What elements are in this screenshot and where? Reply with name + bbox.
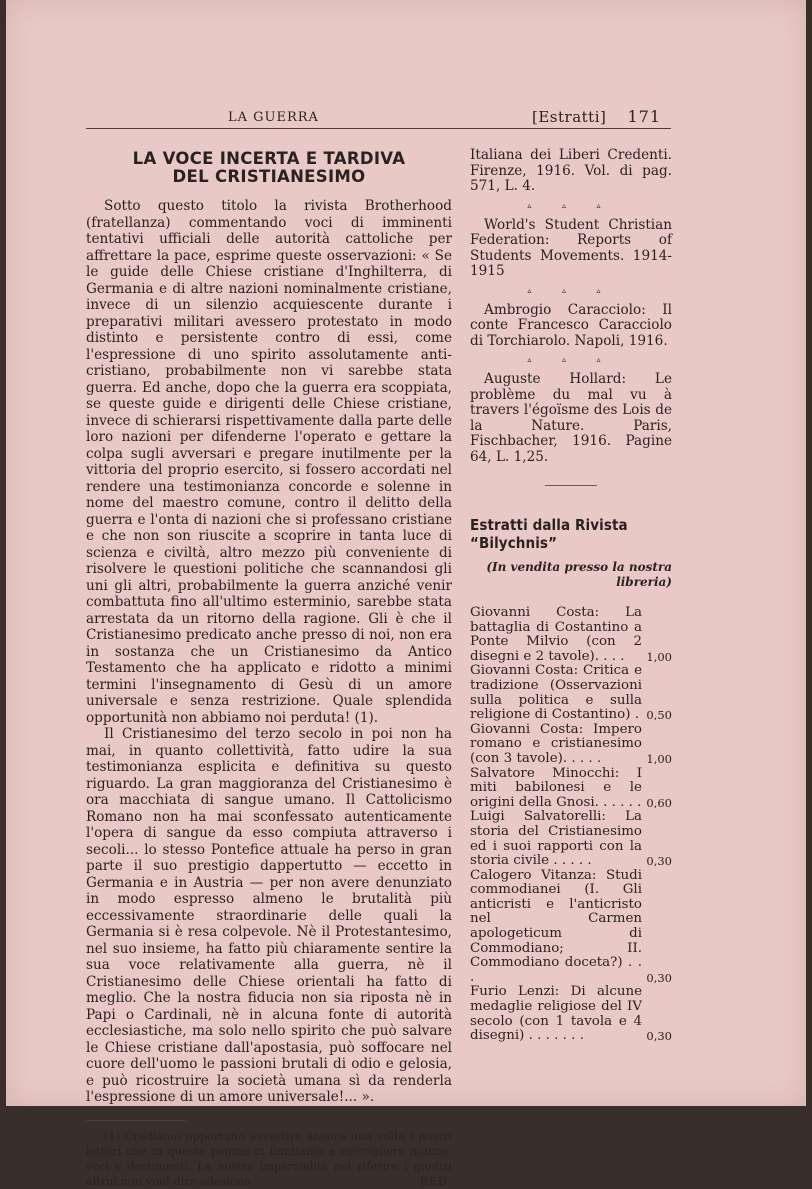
journal-page: [6, 0, 806, 1188]
list-item-text: Giovanni Costa: La battaglia di Costantino a Ponte Milvio (con 2 disegni e 2 tavole). . . .: [470, 605, 642, 664]
availability-note: (In vendita presso la nostra libreria): [486, 560, 672, 589]
article-title-line-2: DEL CRISTIANESIMO: [172, 167, 366, 186]
article-body: [86, 198, 452, 1106]
list-item-price: 0,30: [646, 970, 672, 985]
estratti-heading: Estratti dalla Rivista “Bilychnis”: [470, 516, 628, 552]
running-header: [86, 104, 671, 129]
triangle-separator-3: ▵ ▵ ▵: [527, 355, 615, 364]
list-item-text: Giovanni Costa: Critica e tradizione (Osservazioni sulla politica e sulla religione di Costantino) .: [470, 663, 642, 723]
article-paragraph-2: Il Cristianesimo del terzo secolo in poi non ha mai, in quanto collettività, fatto udire la sua testimonianza esplicita e definitiva su questo riguardo. La gran maggioranza del Cristianesimo è ora macchiata di sangue umano. Il Cattolicismo Romano non ha mai sconfessato autenticamente l'opera di sangue da esso compiuta attraverso i secoli... lo stesso Pontefice attuale ha perso in gran parte il suo prestigio dappertutto — eccetto in Germania e in Austria — per non avere denunziato in modo espresso almeno le brutalità più eccessivamente straordinarie delle quali la Germania si è resa colpevole. Nè il Protestantesimo, nel suo insieme, ha fatto più chiaramente sentire la sua voce relativamente alla guerra, nè il Cristianesimo delle Chiese orientali ha fatto di meglio. Che la nostra fiducia non sia riposta nè in Papi o Cardinali, nè in alcuna fonte di autorità ecclesiastiche, ma solo nello spirito che può salvare le Chiese cristiane dall'apostasia, può soffocare nel cuore dell'uomo le passioni brutali di odio e gelosia, e può ricostruire la società umana sì da renderla l'espressione di un amore universale!... ».: [86, 726, 452, 1105]
running-head-title: LA GUERRA: [228, 110, 319, 125]
running-head-section: [Estratti]: [532, 108, 607, 126]
list-item-price: 0,60: [646, 795, 672, 810]
page-number: 171: [627, 107, 661, 126]
list-item-text: Salvatore Minocchi: I miti babilonesi e le origini della Gnosi. . . . . .: [470, 765, 642, 810]
list-item: [470, 606, 672, 664]
bibliography-entry-3: Ambrogio Caracciolo: Il conte Francesco Caracciolo di Torchiarolo. Napoli, 1916.: [470, 301, 672, 349]
footnote-signature: RED.: [419, 1174, 452, 1188]
list-item-price: 1,00: [646, 751, 672, 766]
triangle-separator-1: ▵ ▵ ▵: [527, 200, 615, 210]
list-item: [470, 985, 672, 1043]
triangle-separator-2: ▵ ▵ ▵: [527, 285, 615, 295]
footnote: [86, 1129, 452, 1189]
list-item-price: 0,50: [646, 708, 672, 723]
list-item-text: Giovanni Costa: Impero romano e cristianesimo (con 3 tavole). . . . .: [470, 721, 642, 766]
footnote-text: (1) Crediamo opportuno avvertire ancora una volta i nostri lettori che in queste pagine ci limitiamo a raccogliere notizie, voci e documenti. La nostra imparzialità nel riferire i giudizi altrui non vuol dire adesione.: [86, 1129, 452, 1188]
list-item-price: 0,30: [646, 854, 672, 869]
section-divider: [545, 485, 597, 486]
list-item-price: 1,00: [646, 649, 672, 664]
left-column: [86, 148, 452, 1189]
article-title-line-1: LA VOCE INCERTA E TARDIVA: [132, 149, 406, 168]
list-item: [470, 723, 672, 767]
bibliography-entry-4: Auguste Hollard: Le problème du mal vu à travers l'égoïsme des Lois de la Nature. Paris, Fischbacher, 1916. Pagine 64, L. 1,25.: [470, 371, 672, 465]
list-item-text: Furio Lenzi: Di alcune medaglie religiose del IV secolo (con 1 tavola e 4 disegni) . . . . . . .: [470, 984, 642, 1044]
list-item: [470, 767, 672, 811]
list-item-text: Luigi Salvatorelli: La storia del Cristianesimo ed i suoi rapporti con la storia civile . . . . .: [470, 809, 642, 869]
list-item-price: 0,30: [646, 1029, 672, 1044]
list-item: [470, 664, 672, 722]
article-title: [86, 150, 452, 186]
list-item: [470, 810, 672, 868]
right-column: [470, 148, 672, 1044]
footnote-rule: [86, 1120, 186, 1121]
bibliography-entry-2: World's Student Christian Federation: Reports of Students Movements. 1914-1915: [470, 216, 672, 279]
bibliography-list: [470, 148, 672, 465]
estratti-list: [470, 606, 672, 1044]
article-paragraph-1: Sotto questo titolo la rivista Brotherhood (fratellanza) commentando voci di imminenti tentativi ufficiali delle autorità cattoliche per affrettare la pace, esprime queste osservazioni: « Se le guide delle Chiese cristiane d'Inghilterra, di Germania e di altre nazioni nominalmente cristiane, invece di un silenzio acquiescente durante i preparativi militari avessero protestato in modo distinto e persistente contro di essi, come l'espressione di uno spirito assolutamente anti-cristiano, probabilmente non vi sarebbe stata guerra. Ed anche, dopo che la guerra era scoppiata, se queste guide e dirigenti delle Chiese cristiane, invece di schierarsi rispettivamente dalla parte delle loro nazioni per difenderne l'operato e gettare la colpa sugli avversari e pregare inutilmente per la vittoria del proprio esercito, si fossero accordati nel rendere una testimonianza concorde e solenne in nome del maestro comune, contro il delitto della guerra e l'onta di nazioni che si professano cristiane e che non son riuscite a scoprire in tanta luce di scienza e civiltà, altro mezzo più conveniente di risolvere le questioni politiche che scannandosi gli uni gli altri, probabilmente la guerra anziché venir combattuta fino all'ultimo esterminio, sarebbe stata arrestata da un ritorno della ragione. Gli è che il Cristianesimo predicato anche presso di noi, non era in sostanza che un Cristianesimo da Antico Testamento che ha applicato e ridotto a minimi termini l'insegnamento di Gesù di un amore universale e senza restrizione. Quale splendida opportunità non abbiamo noi perduta! (1).: [86, 198, 452, 726]
bibliography-entry-1: Italiana dei Liberi Credenti. Firenze, 1916. Vol. di pag. 571, L. 4.: [470, 147, 672, 194]
list-item: [470, 869, 672, 986]
list-item-text: Calogero Vitanza: Studi commodianei (I. Gli anticristi e l'anticristo nel Carmen apologeticum di Commodiano; II. Commodiano doceta?) . . .: [470, 867, 642, 985]
